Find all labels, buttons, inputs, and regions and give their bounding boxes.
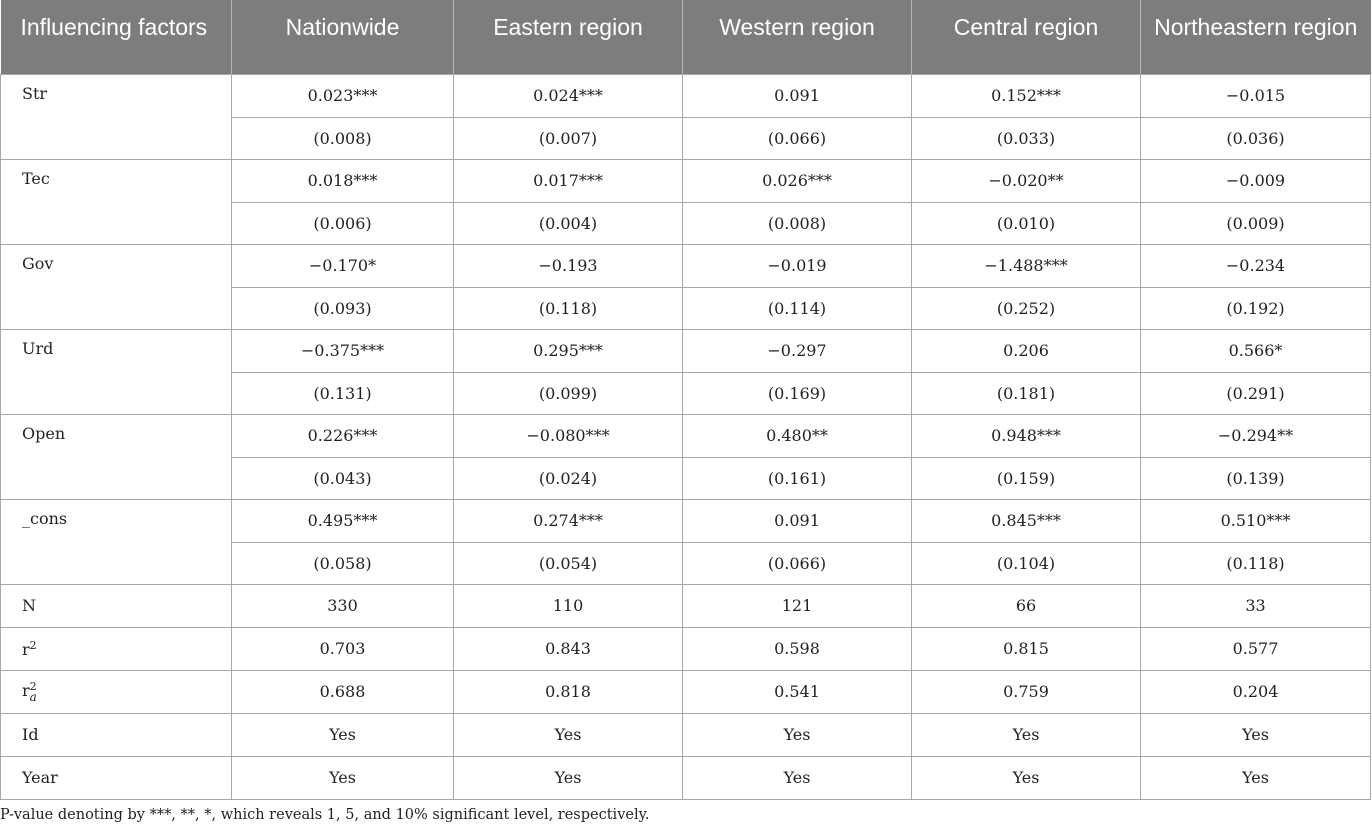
factor-label: Urd	[1, 329, 232, 414]
coefficient-cell: 0.017***	[454, 159, 683, 202]
statistic-cell: Yes	[912, 713, 1141, 756]
statistic-cell: 330	[232, 584, 454, 627]
coefficient-cell: 0.480**	[683, 414, 912, 457]
footnote: P-value denoting by ***, **, *, which reveals 1, 5, and 10% significant level, respectively.	[0, 807, 650, 823]
standard-error-cell: (0.131)	[232, 372, 454, 414]
coefficient-cell: 0.948***	[912, 414, 1141, 457]
statistic-cell: 66	[912, 584, 1141, 627]
coefficient-cell: 0.295***	[454, 329, 683, 372]
table-header	[1, 0, 1371, 74]
standard-error-cell: (0.252)	[912, 287, 1141, 329]
coefficient-cell: −1.488***	[912, 244, 1141, 287]
coefficient-cell: −0.234	[1141, 244, 1371, 287]
coefficient-cell: 0.018***	[232, 159, 454, 202]
statistic-label-superscript: 2	[29, 679, 37, 693]
coefficient-cell: 0.091	[683, 499, 912, 542]
header-label: Nationwide	[285, 14, 400, 40]
factor-label: Str	[1, 74, 232, 159]
coefficient-row	[1, 244, 1371, 287]
header-label: Eastern region	[493, 14, 643, 40]
standard-error-cell: (0.008)	[683, 202, 912, 244]
statistic-label	[1, 670, 232, 713]
coefficient-cell: 0.024***	[454, 74, 683, 117]
header-eastern-region	[454, 0, 683, 74]
table-body	[1, 74, 1371, 799]
statistic-cell: Yes	[454, 713, 683, 756]
statistic-cell: Yes	[683, 713, 912, 756]
statistic-label-text: Id	[22, 725, 39, 744]
factor-label: _cons	[1, 499, 232, 584]
header-nationwide	[232, 0, 454, 74]
coefficient-cell: 0.206	[912, 329, 1141, 372]
header-northeastern-region	[1141, 0, 1371, 74]
standard-error-cell: (0.118)	[1141, 542, 1371, 584]
coefficient-cell: 0.845***	[912, 499, 1141, 542]
coefficient-cell: 0.152***	[912, 74, 1141, 117]
coefficient-row	[1, 74, 1371, 117]
standard-error-cell: (0.118)	[454, 287, 683, 329]
statistic-cell: 121	[683, 584, 912, 627]
standard-error-cell: (0.009)	[1141, 202, 1371, 244]
standard-error-cell: (0.192)	[1141, 287, 1371, 329]
statistic-row	[1, 627, 1371, 670]
header-label: Northeastern region	[1154, 14, 1358, 40]
statistic-cell: 0.818	[454, 670, 683, 713]
coefficient-cell: −0.297	[683, 329, 912, 372]
standard-error-cell: (0.024)	[454, 457, 683, 499]
coefficient-cell: −0.375***	[232, 329, 454, 372]
coefficient-cell: 0.566*	[1141, 329, 1371, 372]
standard-error-cell: (0.291)	[1141, 372, 1371, 414]
standard-error-cell: (0.008)	[232, 117, 454, 159]
standard-error-cell: (0.099)	[454, 372, 683, 414]
header-western-region	[683, 0, 912, 74]
header-label: Central region	[953, 14, 1099, 40]
statistic-cell: 0.541	[683, 670, 912, 713]
statistic-cell: 33	[1141, 584, 1371, 627]
statistic-row	[1, 713, 1371, 756]
statistic-cell: Yes	[454, 756, 683, 799]
statistic-cell: 0.688	[232, 670, 454, 713]
standard-error-cell: (0.114)	[683, 287, 912, 329]
statistic-cell: Yes	[683, 756, 912, 799]
statistic-cell: 0.204	[1141, 670, 1371, 713]
standard-error-cell: (0.058)	[232, 542, 454, 584]
statistic-label-text: N	[22, 596, 36, 615]
coefficient-cell: 0.091	[683, 74, 912, 117]
standard-error-cell: (0.007)	[454, 117, 683, 159]
statistic-label-text: r	[22, 639, 30, 659]
coefficient-cell: 0.023***	[232, 74, 454, 117]
statistic-label	[1, 584, 232, 627]
statistic-label-text: Year	[22, 768, 58, 787]
coefficient-cell: 0.510***	[1141, 499, 1371, 542]
statistic-cell: Yes	[1141, 713, 1371, 756]
standard-error-cell: (0.066)	[683, 542, 912, 584]
statistic-cell: 0.815	[912, 627, 1141, 670]
standard-error-cell: (0.036)	[1141, 117, 1371, 159]
header-influencing-factors	[1, 0, 232, 74]
coefficient-cell: −0.015	[1141, 74, 1371, 117]
standard-error-cell: (0.093)	[232, 287, 454, 329]
header-label: Influencing factors	[20, 14, 208, 40]
standard-error-cell: (0.043)	[232, 457, 454, 499]
coefficient-row	[1, 159, 1371, 202]
statistic-label	[1, 627, 232, 670]
header-label: Western region	[719, 14, 875, 40]
statistic-label-text: r	[22, 680, 30, 700]
standard-error-cell: (0.006)	[232, 202, 454, 244]
coefficient-cell: −0.020**	[912, 159, 1141, 202]
standard-error-cell: (0.033)	[912, 117, 1141, 159]
factor-label: Tec	[1, 159, 232, 244]
statistic-row	[1, 670, 1371, 713]
standard-error-cell: (0.161)	[683, 457, 912, 499]
statistic-row	[1, 756, 1371, 799]
coefficient-cell: 0.495***	[232, 499, 454, 542]
statistic-cell: 0.577	[1141, 627, 1371, 670]
coefficient-cell: −0.009	[1141, 159, 1371, 202]
coefficient-cell: 0.274***	[454, 499, 683, 542]
standard-error-cell: (0.010)	[912, 202, 1141, 244]
standard-error-cell: (0.181)	[912, 372, 1141, 414]
statistic-label-subscript: a	[29, 689, 37, 704]
statistic-label-superscript: 2	[29, 638, 37, 652]
standard-error-cell: (0.004)	[454, 202, 683, 244]
factor-label: Gov	[1, 244, 232, 329]
statistic-cell: 0.843	[454, 627, 683, 670]
standard-error-cell: (0.066)	[683, 117, 912, 159]
standard-error-cell: (0.139)	[1141, 457, 1371, 499]
statistic-row	[1, 584, 1371, 627]
coefficient-cell: −0.170*	[232, 244, 454, 287]
factor-label: Open	[1, 414, 232, 499]
statistic-cell: 0.759	[912, 670, 1141, 713]
statistic-cell: 0.703	[232, 627, 454, 670]
statistic-cell: 110	[454, 584, 683, 627]
coefficient-cell: −0.080***	[454, 414, 683, 457]
statistic-label	[1, 713, 232, 756]
statistic-cell: Yes	[232, 713, 454, 756]
coefficient-cell: −0.294**	[1141, 414, 1371, 457]
coefficient-cell: −0.193	[454, 244, 683, 287]
coefficient-row	[1, 499, 1371, 542]
coefficient-cell: 0.226***	[232, 414, 454, 457]
coefficient-cell: −0.019	[683, 244, 912, 287]
statistic-cell: Yes	[232, 756, 454, 799]
coefficient-row	[1, 414, 1371, 457]
statistic-cell: Yes	[1141, 756, 1371, 799]
statistic-label	[1, 756, 232, 799]
coefficient-cell: 0.026***	[683, 159, 912, 202]
standard-error-cell: (0.159)	[912, 457, 1141, 499]
standard-error-cell: (0.104)	[912, 542, 1141, 584]
coefficient-row	[1, 329, 1371, 372]
standard-error-cell: (0.169)	[683, 372, 912, 414]
header-central-region	[912, 0, 1141, 74]
statistic-cell: 0.598	[683, 627, 912, 670]
header-row	[1, 0, 1371, 74]
statistic-cell: Yes	[912, 756, 1141, 799]
standard-error-cell: (0.054)	[454, 542, 683, 584]
